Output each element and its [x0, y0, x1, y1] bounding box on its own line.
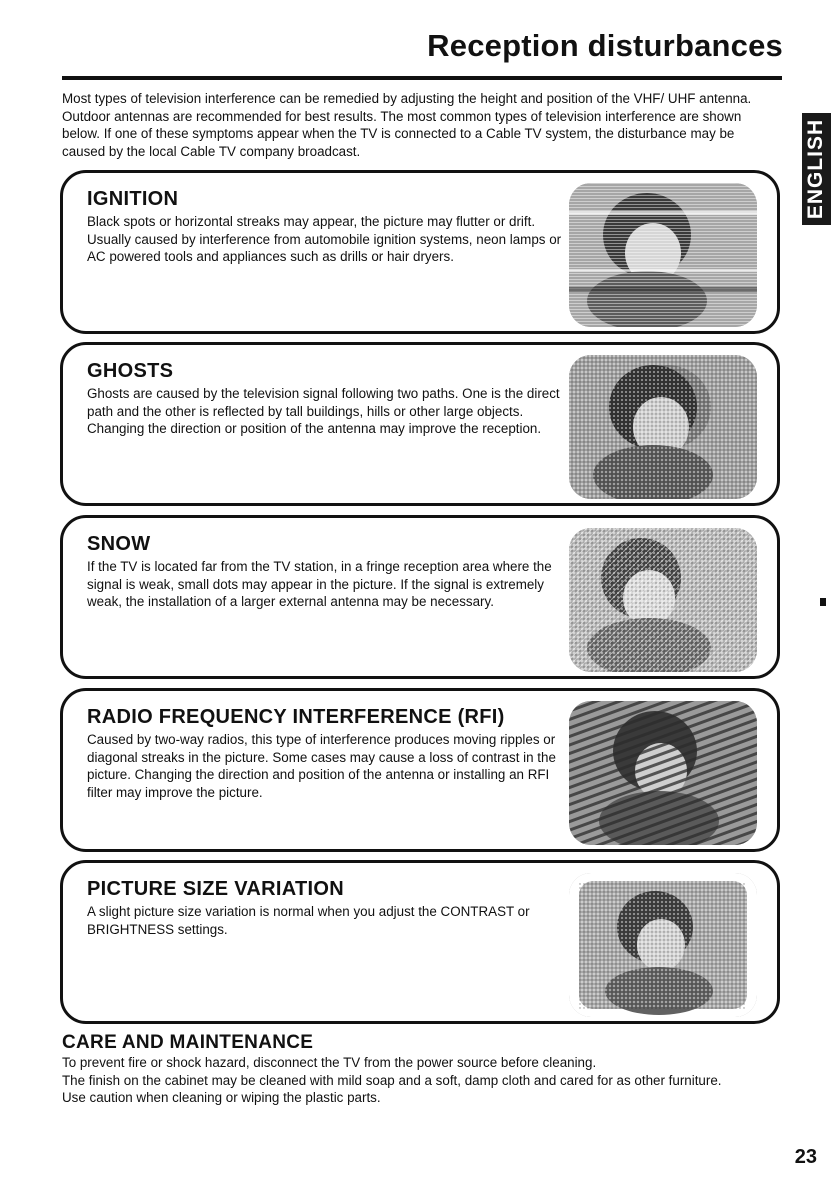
care-body: [62, 1054, 802, 1107]
section-title: GHOSTS: [87, 360, 174, 382]
section-body: Ghosts are caused by the television signal following two paths. One is the direct path and the other is reflected by tall buildings, hills or other large objects. Changing the direction or position of the antenna may improve the reception.: [87, 386, 560, 436]
tv-screen-image: [569, 528, 757, 672]
tv-screen-image: [569, 183, 757, 327]
page-number: 23: [794, 1146, 817, 1168]
language-tab: [802, 113, 831, 225]
title-rule: [62, 76, 782, 80]
section-ghosts: [60, 342, 780, 506]
section-title: PICTURE SIZE VARIATION: [87, 878, 344, 900]
language-tab-label: ENGLISH: [804, 118, 828, 220]
section-body: Caused by two-way radios, this type of interference produces moving ripples or diagonal streaks in the picture. Some cases may cause a loss of contrast in the picture. Changing the direction and position of the antenna or installing an RFI filter may improve the picture.: [87, 732, 556, 800]
intro-paragraph: Most types of television interference can be remedied by adjusting the height and position of the VHF/ UHF antenna. Outdoor antennas are recommended for best results. The most common types of television interference are shown below. If one of these symptoms appear when the TV is connected to a Cable TV system, the disturbance may be caused by the local Cable TV company broadcast.: [62, 91, 752, 159]
section-body: If the TV is located far from the TV station, in a fringe reception area where the signal is weak, small dots may appear in the picture. If the signal is extremely weak, the installation of a larger external antenna may be necessary.: [87, 559, 552, 609]
care-line: To prevent fire or shock hazard, disconnect the TV from the power source before cleaning.: [62, 1055, 597, 1070]
care-line: Use caution when cleaning or wiping the plastic parts.: [62, 1090, 381, 1105]
section-title: IGNITION: [87, 188, 179, 210]
tv-screen-image: [569, 873, 757, 1017]
tv-screen-image: [569, 701, 757, 845]
section-ignition: [60, 170, 780, 334]
care-line: The finish on the cabinet may be cleaned with mild soap and a soft, damp cloth and cared for as other furniture.: [62, 1072, 722, 1088]
section-rfi: [60, 688, 780, 852]
section-snow: [60, 515, 780, 679]
section-title: SNOW: [87, 533, 151, 555]
section-body: A slight picture size variation is normal when you adjust the CONTRAST or BRIGHTNESS settings.: [87, 904, 530, 937]
section-body: Black spots or horizontal streaks may appear, the picture may flutter or drift. Usually caused by interference from automobile ignition systems, neon lamps or AC powered tools and appliances such as drills or hair dryers.: [87, 214, 562, 264]
tv-screen-image: [569, 355, 757, 499]
section-title: RADIO FREQUENCY INTERFERENCE (RFI): [87, 706, 505, 728]
page-title: Reception disturbances: [427, 28, 783, 63]
side-marker: [820, 598, 826, 606]
care-title: CARE AND MAINTENANCE: [62, 1032, 314, 1053]
section-picture-size: [60, 860, 780, 1024]
